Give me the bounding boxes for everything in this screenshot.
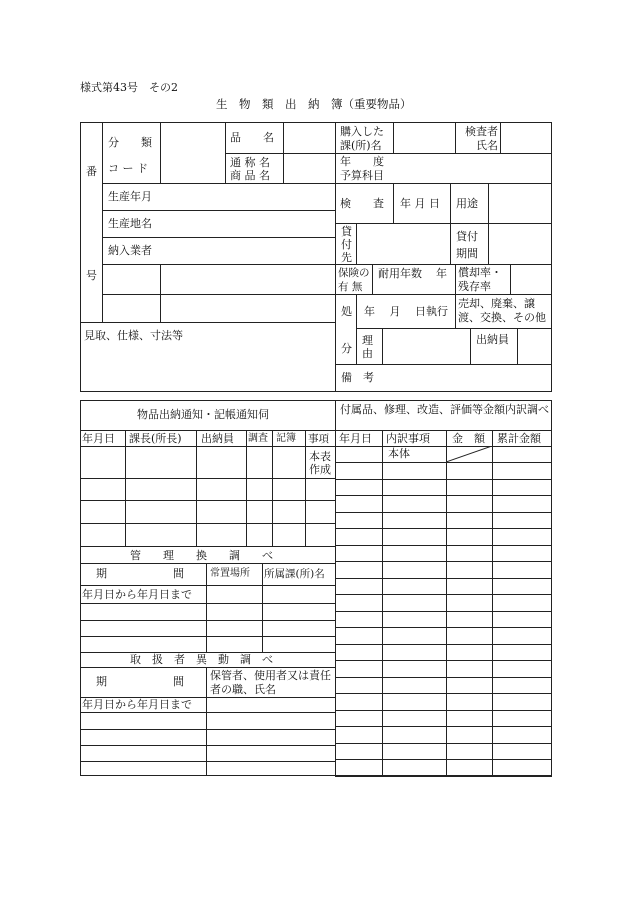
- col-kacho: 課長(所長): [129, 432, 182, 445]
- right-title: 付属品、修理、改造、評価等金額内訳調べ: [340, 403, 549, 416]
- kanri-col-place: 常置場所: [210, 568, 250, 579]
- kashitsuke-saki-label: 貸付先: [341, 225, 352, 264]
- tsusho-label: 通 称 名: [230, 156, 270, 169]
- go-label: 号: [86, 269, 97, 282]
- ledger-row-line: [335, 644, 552, 645]
- ledger-row-line: [335, 462, 552, 463]
- taiyo-label: 耐用年数: [378, 267, 422, 280]
- baikyaku-label: 売却、廃棄、譲渡、交換、その他: [458, 297, 546, 324]
- ledger-row-line: [335, 495, 552, 496]
- ledger-row-line: [335, 776, 552, 777]
- code-label: コ ー ド: [108, 162, 148, 175]
- col-chosa: 調査: [248, 433, 268, 444]
- konyu-label: 購入した課(所)名: [340, 125, 384, 152]
- col-date: 年月日: [82, 432, 115, 445]
- ledger-row-line: [335, 594, 552, 595]
- hinmei-label: 品 名: [230, 131, 274, 144]
- right-col-item: 内訳事項: [386, 432, 430, 445]
- tori-col-period: 期 間: [96, 675, 184, 688]
- ledger-row-line: [335, 479, 552, 480]
- ledger-row-line: [335, 743, 552, 744]
- tori-period: 年月日から年月日まで: [82, 698, 192, 711]
- diagonal-line: [446, 446, 492, 462]
- seisan-chimei-label: 生産地名: [108, 217, 152, 230]
- ledger-row-line: [335, 660, 552, 661]
- hontai-label: 本体: [388, 447, 410, 460]
- kensa-label: 検 査: [340, 197, 384, 210]
- sho-label: 処: [341, 305, 352, 318]
- ban-label: 番: [86, 165, 97, 178]
- ledger-row-line: [335, 578, 552, 579]
- kanri-period: 年月日から年月日まで: [82, 588, 192, 601]
- ledger-row-line: [335, 710, 552, 711]
- col-suitoin: 出納員: [201, 432, 234, 445]
- col-kibo: 記簿: [276, 433, 296, 444]
- bunrui-label: 分 類: [108, 136, 152, 149]
- right-col-amount: 金 額: [452, 432, 485, 445]
- col-jiko: 事項: [308, 433, 329, 445]
- riyu-label: 理由: [362, 334, 373, 360]
- ledger-row-line: [335, 512, 552, 513]
- ledger-row-line: [335, 693, 552, 694]
- ymd-label: 年 月 日: [400, 197, 440, 210]
- honpyo-label: 本表作成: [309, 450, 331, 476]
- toriatsukai-title: 取 扱 者 異 動 調 べ: [130, 653, 273, 666]
- kashitsuke-kikan-label: 貸付期間: [456, 230, 478, 260]
- nendo-label: 年 度: [340, 155, 384, 168]
- shikko-label: 年 月 日執行: [364, 305, 448, 318]
- nen-label: 年: [436, 267, 447, 280]
- ledger-row-line: [335, 759, 552, 760]
- ledger-row-line: [335, 545, 552, 546]
- suitoin-label: 出納員: [476, 333, 509, 346]
- ledger-row-line: [335, 627, 552, 628]
- right-col-date: 年月日: [339, 432, 372, 445]
- mitori-label: 見取、仕様、寸法等: [84, 329, 183, 342]
- nonyu-label: 納入業者: [108, 244, 152, 257]
- tori-col-person: 保管者、使用者又は責任者の職、氏名: [210, 669, 331, 696]
- kensasha-label: 検査者氏名: [465, 125, 498, 152]
- bun-label: 分: [341, 342, 352, 355]
- seisan-nengetsu-label: 生産年月: [108, 190, 152, 203]
- ledger-row-line: [335, 726, 552, 727]
- kanri-title: 管 理 換 調 べ: [130, 549, 273, 562]
- ledger-row-line: [335, 611, 552, 612]
- kanri-col-dept: 所属課(所)名: [264, 568, 325, 580]
- right-col-total: 累計金額: [497, 432, 541, 445]
- notice-title: 物品出納通知・記帳通知伺: [137, 408, 269, 421]
- shokyaku-label: 償却率・残存率: [458, 266, 502, 293]
- shohin-label: 商 品 名: [230, 169, 270, 182]
- yosan-label: 予算科目: [340, 169, 384, 182]
- ledger-row-line: [335, 528, 552, 529]
- form-number: 様式第43号 その2: [80, 81, 178, 94]
- ledger-row-line: [335, 677, 552, 678]
- hoken-label: 保険の有 無: [338, 267, 370, 293]
- yoto-label: 用途: [456, 197, 478, 210]
- kanri-col-period: 期 間: [96, 567, 184, 580]
- page-title: 生 物 類 出 納 簿（重要物品）: [216, 97, 412, 111]
- ledger-row-line: [335, 561, 552, 562]
- biko-label: 備 考: [341, 371, 374, 384]
